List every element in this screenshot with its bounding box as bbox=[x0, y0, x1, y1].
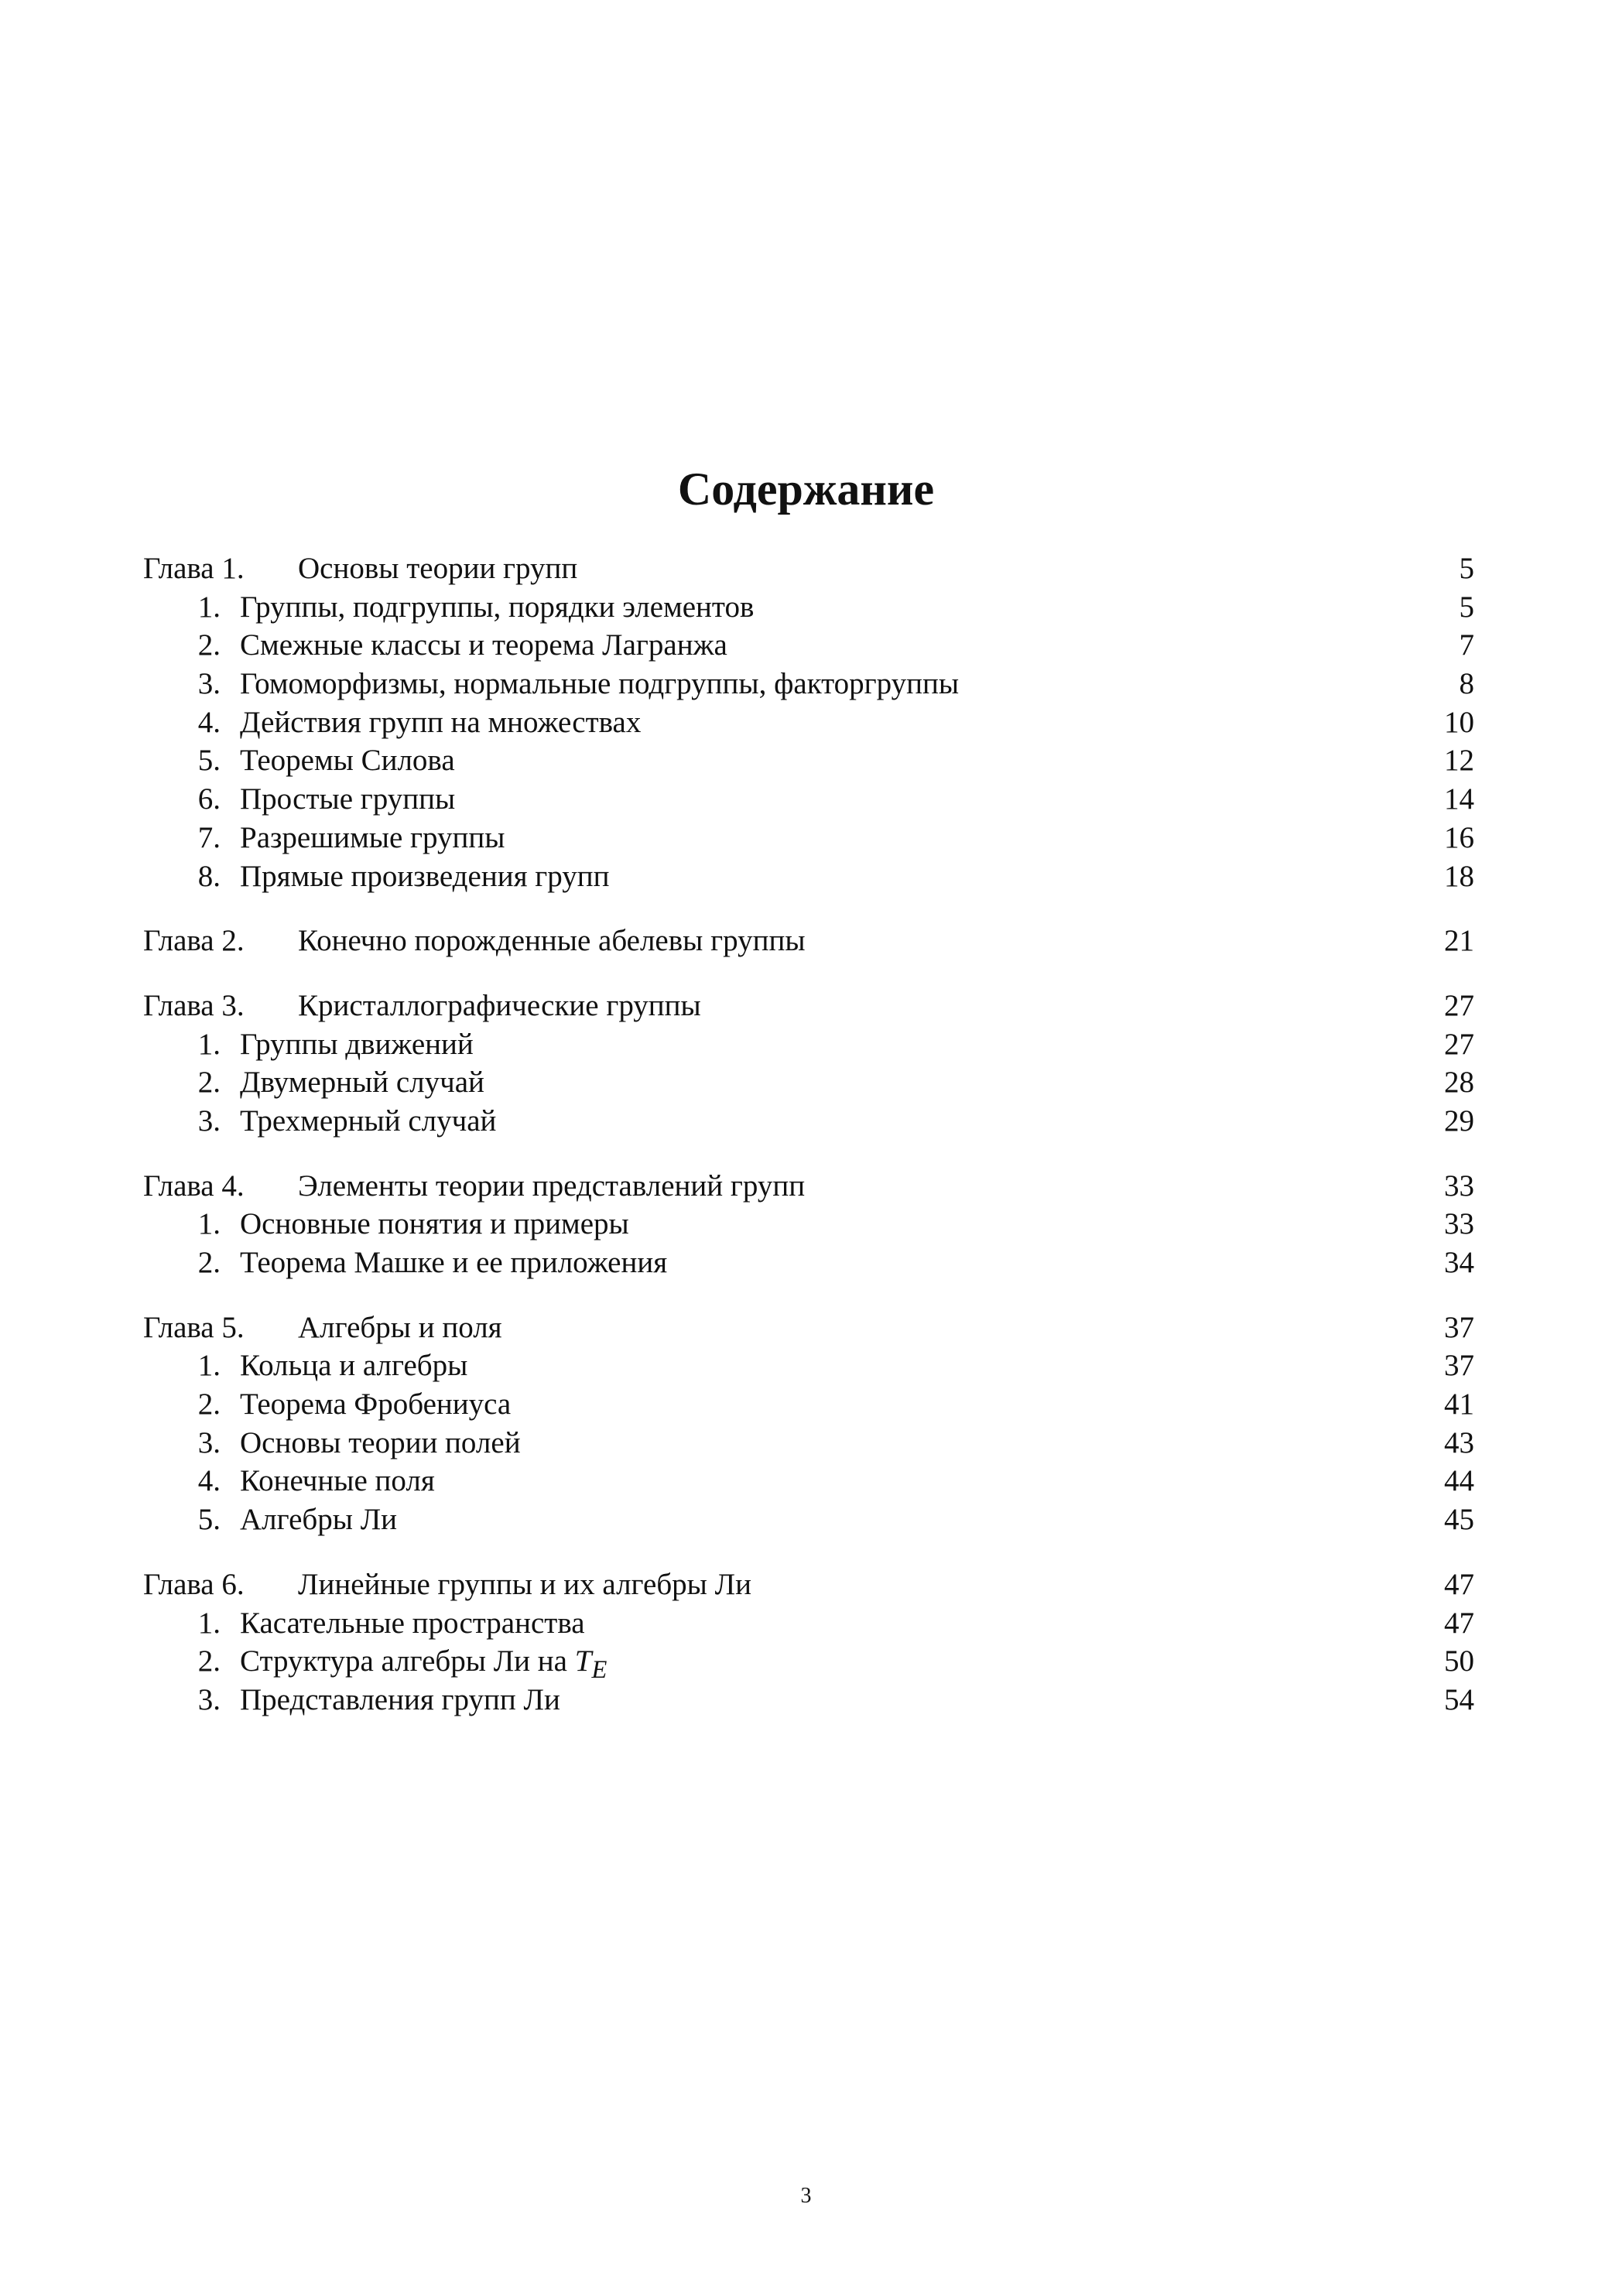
chapter-label: Глава 5. bbox=[143, 1310, 245, 1344]
section-number: 2. bbox=[197, 1066, 221, 1100]
section-title-wrap bbox=[240, 780, 1428, 819]
section-number: 1. bbox=[197, 1606, 221, 1640]
toc-section-row[interactable] bbox=[143, 1462, 1474, 1500]
section-title-wrap bbox=[240, 857, 1428, 896]
section-title: Действия групп на множествах bbox=[240, 705, 642, 739]
toc-section-row[interactable] bbox=[143, 1063, 1474, 1102]
toc-section-row[interactable] bbox=[143, 1244, 1474, 1282]
section-title-wrap bbox=[240, 1025, 1428, 1064]
chapter-title: Линейные группы и их алгебры Ли bbox=[298, 1567, 751, 1601]
section-title-wrap bbox=[240, 626, 1428, 665]
chapter-title: Основы теории групп bbox=[298, 552, 578, 585]
section-page: 47 bbox=[1444, 1606, 1474, 1640]
section-title: Группы, подгруппы, порядки элементов bbox=[240, 590, 755, 624]
page-title: Содержание bbox=[677, 464, 935, 515]
section-title-wrap bbox=[240, 1604, 1428, 1643]
section-title-wrap bbox=[240, 1462, 1428, 1500]
section-title: Основные понятия и примеры bbox=[240, 1207, 629, 1241]
section-page: 41 bbox=[1444, 1388, 1474, 1422]
toc-chapter bbox=[143, 1309, 1474, 1539]
section-page: 45 bbox=[1444, 1503, 1474, 1537]
section-page: 50 bbox=[1444, 1644, 1474, 1678]
toc-section-row[interactable] bbox=[143, 1025, 1474, 1064]
chapter-title: Алгебры и поля bbox=[298, 1310, 502, 1344]
section-page: 8 bbox=[1459, 667, 1474, 701]
toc-chapter bbox=[143, 1167, 1474, 1282]
section-title: Структура алгебры Ли на bbox=[240, 1644, 575, 1678]
section-title: Теорема Машке и ее приложения bbox=[240, 1246, 668, 1279]
chapter-label: Глава 2. bbox=[143, 924, 245, 958]
section-title-wrap bbox=[240, 1102, 1428, 1141]
section-page: 54 bbox=[1444, 1682, 1474, 1716]
table-of-contents bbox=[143, 549, 1474, 1746]
chapter-title: Конечно порожденные абелевы группы bbox=[298, 924, 806, 958]
section-number: 7. bbox=[197, 820, 221, 854]
section-number: 5. bbox=[197, 1503, 221, 1537]
chapter-page: 5 bbox=[1459, 552, 1474, 585]
section-number: 2. bbox=[197, 628, 221, 662]
section-page: 29 bbox=[1444, 1104, 1474, 1138]
toc-section-row[interactable] bbox=[143, 626, 1474, 665]
section-number: 3. bbox=[197, 1425, 221, 1459]
section-title-wrap bbox=[240, 1424, 1428, 1463]
chapter-page: 21 bbox=[1444, 924, 1474, 958]
section-title-wrap bbox=[240, 1385, 1428, 1424]
section-page: 14 bbox=[1444, 782, 1474, 816]
chapter-page: 33 bbox=[1444, 1169, 1474, 1203]
section-number: 3. bbox=[197, 667, 221, 701]
section-title: Касательные пространства bbox=[240, 1606, 585, 1640]
section-page: 5 bbox=[1459, 590, 1474, 624]
section-number: 6. bbox=[197, 782, 221, 816]
toc-section-row[interactable] bbox=[143, 665, 1474, 703]
section-number: 1. bbox=[197, 1349, 221, 1383]
toc-chapter-row[interactable] bbox=[143, 922, 1474, 960]
toc-section-row[interactable] bbox=[143, 819, 1474, 857]
section-page: 34 bbox=[1444, 1246, 1474, 1279]
section-number: 2. bbox=[197, 1388, 221, 1422]
section-number: 1. bbox=[197, 1207, 221, 1241]
section-title-wrap bbox=[240, 588, 1428, 627]
toc-chapter bbox=[143, 987, 1474, 1141]
chapter-page: 27 bbox=[1444, 988, 1474, 1022]
section-number: 8. bbox=[197, 859, 221, 893]
section-title: Группы движений bbox=[240, 1027, 474, 1061]
toc-chapter-row[interactable] bbox=[143, 549, 1474, 588]
toc-chapter-row[interactable] bbox=[143, 987, 1474, 1025]
toc-section-row[interactable] bbox=[143, 1424, 1474, 1463]
section-title: Трехмерный случай bbox=[240, 1104, 497, 1138]
chapter-page: 47 bbox=[1444, 1567, 1474, 1601]
section-number: 1. bbox=[197, 590, 221, 624]
section-title-wrap bbox=[240, 1500, 1428, 1539]
section-number: 4. bbox=[197, 705, 221, 739]
section-title-wrap bbox=[240, 1681, 1428, 1719]
section-title-wrap bbox=[240, 819, 1428, 857]
section-title: Прямые произведения групп bbox=[240, 859, 610, 893]
section-page: 7 bbox=[1459, 628, 1474, 662]
toc-section-row[interactable] bbox=[143, 780, 1474, 819]
section-title-wrap bbox=[240, 665, 1428, 703]
toc-section-row[interactable] bbox=[143, 857, 1474, 896]
section-page: 18 bbox=[1444, 859, 1474, 893]
section-page: 28 bbox=[1444, 1066, 1474, 1100]
section-number: 2. bbox=[197, 1644, 221, 1678]
chapter-page: 37 bbox=[1444, 1310, 1474, 1344]
section-title: Теоремы Силова bbox=[240, 744, 455, 778]
toc-section-row[interactable] bbox=[143, 1604, 1474, 1643]
toc-section-row[interactable] bbox=[143, 1681, 1474, 1719]
toc-section-row[interactable] bbox=[143, 1346, 1474, 1385]
toc-chapter bbox=[143, 922, 1474, 960]
section-title: Алгебры Ли bbox=[240, 1503, 398, 1537]
section-page: 37 bbox=[1444, 1349, 1474, 1383]
toc-section-row[interactable] bbox=[143, 1102, 1474, 1141]
math-subscript: E bbox=[591, 1655, 607, 1684]
section-page: 12 bbox=[1444, 744, 1474, 778]
section-title: Двумерный случай bbox=[240, 1066, 484, 1100]
section-number: 1. bbox=[197, 1027, 221, 1061]
section-page: 44 bbox=[1444, 1464, 1474, 1498]
section-title-wrap bbox=[240, 1063, 1428, 1102]
section-title: Гомоморфизмы, нормальные подгруппы, факторгруппы bbox=[240, 667, 960, 701]
section-title: Простые группы bbox=[240, 782, 456, 816]
section-number: 4. bbox=[197, 1464, 221, 1498]
section-page: 10 bbox=[1444, 705, 1474, 739]
toc-chapter bbox=[143, 1565, 1474, 1719]
toc-chapter-row[interactable] bbox=[143, 1309, 1474, 1347]
section-number: 3. bbox=[197, 1104, 221, 1138]
section-number: 3. bbox=[197, 1682, 221, 1716]
chapter-title: Элементы теории представлений групп bbox=[298, 1169, 806, 1203]
toc-chapter-row[interactable] bbox=[143, 1565, 1474, 1604]
toc-section-row[interactable] bbox=[143, 703, 1474, 742]
section-number: 5. bbox=[197, 744, 221, 778]
section-page: 16 bbox=[1444, 820, 1474, 854]
toc-chapter-row[interactable] bbox=[143, 1167, 1474, 1206]
section-title: Разрешимые группы bbox=[240, 820, 505, 854]
chapter-label: Глава 1. bbox=[143, 552, 245, 585]
section-title: Смежные классы и теорема Лагранжа bbox=[240, 628, 727, 662]
section-title-wrap bbox=[240, 741, 1428, 780]
section-page: 33 bbox=[1444, 1207, 1474, 1241]
toc-section-row[interactable] bbox=[143, 1642, 1474, 1684]
chapter-label: Глава 6. bbox=[143, 1567, 245, 1601]
section-number: 2. bbox=[197, 1246, 221, 1279]
toc-section-row[interactable] bbox=[143, 1500, 1474, 1539]
chapter-label: Глава 4. bbox=[143, 1169, 245, 1203]
toc-section-row[interactable] bbox=[143, 1385, 1474, 1424]
section-title: Представления групп Ли bbox=[240, 1682, 560, 1716]
toc-section-row[interactable] bbox=[143, 1205, 1474, 1244]
section-title-wrap bbox=[240, 1244, 1428, 1282]
page-number: 3 bbox=[800, 2184, 812, 2208]
section-page: 43 bbox=[1444, 1425, 1474, 1459]
section-title: Кольца и алгебры bbox=[240, 1349, 468, 1383]
toc-section-row[interactable] bbox=[143, 741, 1474, 780]
toc-chapter bbox=[143, 549, 1474, 895]
chapter-label: Глава 3. bbox=[143, 988, 245, 1022]
section-title: Теорема Фробениуса bbox=[240, 1388, 512, 1422]
section-title: Конечные поля bbox=[240, 1464, 435, 1498]
chapter-title: Кристаллографические группы bbox=[298, 988, 701, 1022]
section-page: 27 bbox=[1444, 1027, 1474, 1061]
section-title: Основы теории полей bbox=[240, 1425, 521, 1459]
section-title-wrap bbox=[240, 703, 1428, 742]
toc-section-row[interactable] bbox=[143, 588, 1474, 627]
section-title-wrap bbox=[240, 1205, 1428, 1244]
math-symbol: T bbox=[574, 1644, 592, 1678]
section-title-wrap bbox=[240, 1346, 1428, 1385]
